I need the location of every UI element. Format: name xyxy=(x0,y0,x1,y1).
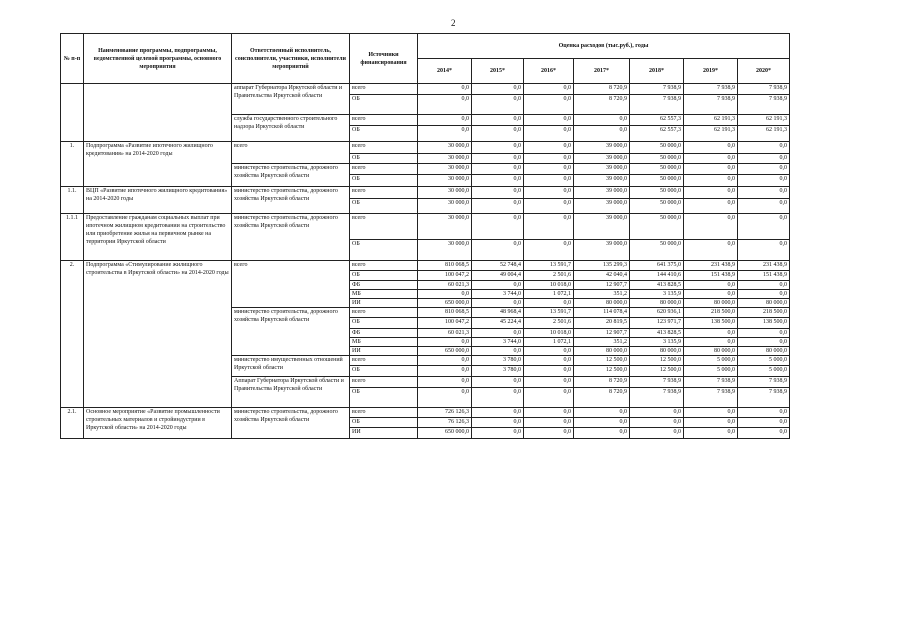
amount-cell: 12 500,0 xyxy=(630,356,684,366)
amount-cell: 810 068,5 xyxy=(418,308,472,318)
executor-cell: служба государственного строительного надзора Иркутской области xyxy=(232,115,350,142)
amount-cell: 0,0 xyxy=(472,418,524,428)
amount-cell: 48 968,4 xyxy=(472,308,524,318)
amount-cell: 7 938,9 xyxy=(738,95,790,115)
amount-cell: 144 410,6 xyxy=(630,271,684,281)
amount-cell: 12 907,7 xyxy=(574,281,630,290)
amount-cell: 2 501,6 xyxy=(524,271,574,281)
amount-cell: 8 720,9 xyxy=(574,388,630,408)
amount-cell: 114 078,4 xyxy=(574,308,630,318)
amount-cell: 151 438,9 xyxy=(684,271,738,281)
header-name: Наименование программы, подпрограммы, ведомственной целевой программы, основного мероприятия xyxy=(84,34,232,84)
amount-cell: 0,0 xyxy=(738,329,790,338)
amount-cell: 151 438,9 xyxy=(738,271,790,281)
amount-cell: 50 000,0 xyxy=(630,175,684,187)
header-year: 2015* xyxy=(472,59,524,84)
amount-cell: 0,0 xyxy=(738,142,790,154)
table-body xyxy=(61,84,790,439)
program-name: Подпрограмма «Развитие ипотечного жилищного кредитования» на 2014-2020 годы xyxy=(84,142,232,187)
amount-cell: 0,0 xyxy=(630,418,684,428)
amount-cell: 0,0 xyxy=(524,164,574,175)
table-row xyxy=(61,214,790,240)
amount-cell: 0,0 xyxy=(738,214,790,240)
funding-source: всего xyxy=(350,214,418,240)
funding-source: всего xyxy=(350,261,418,271)
amount-cell: 80 000,0 xyxy=(630,347,684,356)
header-executor: Ответственный исполнитель, соисполнители, участники, исполнители мероприятий xyxy=(232,34,350,84)
amount-cell: 39 000,0 xyxy=(574,187,630,199)
amount-cell: 0,0 xyxy=(684,418,738,428)
amount-cell: 0,0 xyxy=(684,329,738,338)
amount-cell: 0,0 xyxy=(684,164,738,175)
amount-cell: 39 000,0 xyxy=(574,154,630,164)
amount-cell: 7 938,9 xyxy=(684,84,738,95)
amount-cell: 0,0 xyxy=(418,290,472,299)
amount-cell: 0,0 xyxy=(738,418,790,428)
amount-cell: 80 000,0 xyxy=(574,299,630,308)
amount-cell: 80 000,0 xyxy=(574,347,630,356)
program-number xyxy=(61,84,84,142)
funding-source: ОБ xyxy=(350,418,418,428)
amount-cell: 3 744,0 xyxy=(472,290,524,299)
amount-cell: 30 000,0 xyxy=(418,240,472,261)
amount-cell: 218 500,0 xyxy=(684,308,738,318)
amount-cell: 50 000,0 xyxy=(630,240,684,261)
executor-cell: министерство строительства, дорожного хозяйства Иркутской области xyxy=(232,187,350,214)
executor-cell: министерство имущественных отношений Иркутской области xyxy=(232,356,350,377)
amount-cell: 5 000,0 xyxy=(738,366,790,377)
amount-cell: 0,0 xyxy=(574,126,630,142)
amount-cell: 0,0 xyxy=(738,164,790,175)
amount-cell: 0,0 xyxy=(418,366,472,377)
amount-cell: 39 000,0 xyxy=(574,164,630,175)
amount-cell: 80 000,0 xyxy=(738,299,790,308)
amount-cell: 0,0 xyxy=(524,347,574,356)
amount-cell: 413 828,5 xyxy=(630,329,684,338)
funding-source: МБ xyxy=(350,338,418,347)
amount-cell: 60 021,3 xyxy=(418,329,472,338)
amount-cell: 80 000,0 xyxy=(684,347,738,356)
amount-cell: 0,0 xyxy=(574,418,630,428)
funding-source: ИИ xyxy=(350,299,418,308)
program-number: 2.1. xyxy=(61,408,84,439)
header-year: 2018* xyxy=(630,59,684,84)
amount-cell: 5 000,0 xyxy=(684,366,738,377)
amount-cell: 0,0 xyxy=(684,408,738,418)
amount-cell: 7 938,9 xyxy=(738,388,790,408)
amount-cell: 0,0 xyxy=(472,214,524,240)
amount-cell: 0,0 xyxy=(472,428,524,439)
funding-source: всего xyxy=(350,115,418,126)
amount-cell: 0,0 xyxy=(524,428,574,439)
amount-cell: 12 907,7 xyxy=(574,329,630,338)
amount-cell: 3 780,0 xyxy=(472,356,524,366)
amount-cell: 0,0 xyxy=(738,240,790,261)
amount-cell: 13 591,7 xyxy=(524,308,574,318)
header-year: 2016* xyxy=(524,59,574,84)
funding-source: всего xyxy=(350,164,418,175)
amount-cell: 351,2 xyxy=(574,290,630,299)
amount-cell: 0,0 xyxy=(630,408,684,418)
amount-cell: 620 936,1 xyxy=(630,308,684,318)
amount-cell: 0,0 xyxy=(472,199,524,214)
amount-cell: 123 971,7 xyxy=(630,318,684,329)
amount-cell: 60 021,3 xyxy=(418,281,472,290)
amount-cell: 0,0 xyxy=(684,199,738,214)
amount-cell: 0,0 xyxy=(524,142,574,154)
amount-cell: 50 000,0 xyxy=(630,154,684,164)
executor-cell: министерство строительства, дорожного хозяйства Иркутской области xyxy=(232,308,350,356)
amount-cell: 2 501,6 xyxy=(524,318,574,329)
executor-cell: аппарат Губернатора Иркутской области и Правительства Иркутской области xyxy=(232,84,350,115)
amount-cell: 5 000,0 xyxy=(738,356,790,366)
amount-cell: 0,0 xyxy=(472,299,524,308)
amount-cell: 0,0 xyxy=(524,199,574,214)
amount-cell: 50 000,0 xyxy=(630,187,684,199)
amount-cell: 62 191,3 xyxy=(684,115,738,126)
amount-cell: 0,0 xyxy=(524,187,574,199)
table-row xyxy=(61,261,790,271)
amount-cell: 62 557,3 xyxy=(630,126,684,142)
amount-cell: 0,0 xyxy=(524,377,574,388)
executor-cell: всего xyxy=(232,142,350,164)
amount-cell: 0,0 xyxy=(472,126,524,142)
amount-cell: 0,0 xyxy=(524,408,574,418)
amount-cell: 39 000,0 xyxy=(574,240,630,261)
amount-cell: 0,0 xyxy=(418,84,472,95)
amount-cell: 0,0 xyxy=(684,338,738,347)
amount-cell: 0,0 xyxy=(684,175,738,187)
amount-cell: 100 047,2 xyxy=(418,318,472,329)
amount-cell: 7 938,9 xyxy=(630,84,684,95)
amount-cell: 42 040,4 xyxy=(574,271,630,281)
amount-cell: 0,0 xyxy=(524,418,574,428)
amount-cell: 0,0 xyxy=(472,175,524,187)
amount-cell: 62 191,3 xyxy=(684,126,738,142)
funding-source: ОБ xyxy=(350,240,418,261)
amount-cell: 49 004,4 xyxy=(472,271,524,281)
amount-cell: 10 018,0 xyxy=(524,281,574,290)
amount-cell: 52 748,4 xyxy=(472,261,524,271)
amount-cell: 100 047,2 xyxy=(418,271,472,281)
program-name xyxy=(84,84,232,142)
amount-cell: 8 720,9 xyxy=(574,95,630,115)
funding-source: ОБ xyxy=(350,318,418,329)
amount-cell: 0,0 xyxy=(574,115,630,126)
amount-cell: 50 000,0 xyxy=(630,199,684,214)
amount-cell: 30 000,0 xyxy=(418,187,472,199)
amount-cell: 0,0 xyxy=(472,142,524,154)
amount-cell: 0,0 xyxy=(684,214,738,240)
funding-source: ФБ xyxy=(350,329,418,338)
expenditure-table xyxy=(60,33,790,439)
funding-source: ОБ xyxy=(350,366,418,377)
executor-cell: всего xyxy=(232,261,350,308)
amount-cell: 0,0 xyxy=(524,154,574,164)
header-year: 2014* xyxy=(418,59,472,84)
amount-cell: 0,0 xyxy=(472,84,524,95)
amount-cell: 0,0 xyxy=(684,428,738,439)
funding-source: всего xyxy=(350,308,418,318)
amount-cell: 80 000,0 xyxy=(738,347,790,356)
amount-cell: 7 938,9 xyxy=(630,377,684,388)
amount-cell: 30 000,0 xyxy=(418,154,472,164)
amount-cell: 138 500,0 xyxy=(738,318,790,329)
table-header xyxy=(61,34,790,84)
amount-cell: 0,0 xyxy=(472,388,524,408)
amount-cell: 0,0 xyxy=(524,240,574,261)
amount-cell: 351,2 xyxy=(574,338,630,347)
amount-cell: 0,0 xyxy=(684,142,738,154)
amount-cell: 0,0 xyxy=(418,115,472,126)
funding-source: ФБ xyxy=(350,281,418,290)
amount-cell: 650 000,0 xyxy=(418,347,472,356)
amount-cell: 12 500,0 xyxy=(630,366,684,377)
funding-source: ОБ xyxy=(350,199,418,214)
amount-cell: 12 500,0 xyxy=(574,366,630,377)
amount-cell: 0,0 xyxy=(472,115,524,126)
table-row xyxy=(61,84,790,95)
amount-cell: 0,0 xyxy=(472,240,524,261)
amount-cell: 0,0 xyxy=(574,428,630,439)
amount-cell: 0,0 xyxy=(524,126,574,142)
amount-cell: 0,0 xyxy=(524,115,574,126)
amount-cell: 0,0 xyxy=(738,408,790,418)
funding-source: всего xyxy=(350,408,418,418)
amount-cell: 0,0 xyxy=(472,154,524,164)
amount-cell: 62 557,3 xyxy=(630,115,684,126)
funding-source: ОБ xyxy=(350,126,418,142)
amount-cell: 218 500,0 xyxy=(738,308,790,318)
amount-cell: 0,0 xyxy=(738,187,790,199)
amount-cell: 0,0 xyxy=(524,388,574,408)
funding-source: всего xyxy=(350,187,418,199)
amount-cell: 0,0 xyxy=(524,366,574,377)
program-number: 1. xyxy=(61,142,84,187)
amount-cell: 0,0 xyxy=(472,164,524,175)
amount-cell: 0,0 xyxy=(684,187,738,199)
amount-cell: 0,0 xyxy=(418,126,472,142)
funding-source: ИИ xyxy=(350,347,418,356)
amount-cell: 0,0 xyxy=(738,175,790,187)
amount-cell: 30 000,0 xyxy=(418,164,472,175)
amount-cell: 39 000,0 xyxy=(574,142,630,154)
amount-cell: 8 720,9 xyxy=(574,84,630,95)
amount-cell: 726 126,3 xyxy=(418,408,472,418)
amount-cell: 0,0 xyxy=(630,428,684,439)
amount-cell: 0,0 xyxy=(418,338,472,347)
amount-cell: 641 375,0 xyxy=(630,261,684,271)
header-year: 2019* xyxy=(684,59,738,84)
amount-cell: 3 780,0 xyxy=(472,366,524,377)
funding-source: МБ xyxy=(350,290,418,299)
funding-source: всего xyxy=(350,142,418,154)
amount-cell: 0,0 xyxy=(738,290,790,299)
amount-cell: 10 018,0 xyxy=(524,329,574,338)
amount-cell: 3 135,9 xyxy=(630,290,684,299)
funding-source: ОБ xyxy=(350,154,418,164)
amount-cell: 0,0 xyxy=(684,240,738,261)
funding-source: всего xyxy=(350,377,418,388)
amount-cell: 3 744,0 xyxy=(472,338,524,347)
header-year: 2020* xyxy=(738,59,790,84)
amount-cell: 8 720,9 xyxy=(574,377,630,388)
amount-cell: 50 000,0 xyxy=(630,164,684,175)
funding-source: ИИ xyxy=(350,428,418,439)
amount-cell: 80 000,0 xyxy=(684,299,738,308)
amount-cell: 0,0 xyxy=(472,187,524,199)
amount-cell: 30 000,0 xyxy=(418,142,472,154)
amount-cell: 650 000,0 xyxy=(418,428,472,439)
amount-cell: 0,0 xyxy=(738,199,790,214)
amount-cell: 62 191,3 xyxy=(738,126,790,142)
amount-cell: 0,0 xyxy=(472,329,524,338)
funding-source: ОБ xyxy=(350,388,418,408)
amount-cell: 231 438,9 xyxy=(738,261,790,271)
amount-cell: 7 938,9 xyxy=(630,95,684,115)
amount-cell: 45 224,4 xyxy=(472,318,524,329)
funding-source: ОБ xyxy=(350,271,418,281)
amount-cell: 135 299,3 xyxy=(574,261,630,271)
amount-cell: 7 938,9 xyxy=(684,377,738,388)
amount-cell: 1 072,1 xyxy=(524,290,574,299)
header-estimate: Оценка расходов (тыс.руб.), годы xyxy=(418,34,790,59)
amount-cell: 39 000,0 xyxy=(574,175,630,187)
amount-cell: 7 938,9 xyxy=(738,84,790,95)
funding-source: ОБ xyxy=(350,95,418,115)
amount-cell: 0,0 xyxy=(738,281,790,290)
amount-cell: 810 068,5 xyxy=(418,261,472,271)
page-number: 2 xyxy=(451,18,456,28)
amount-cell: 0,0 xyxy=(472,377,524,388)
amount-cell: 62 191,3 xyxy=(738,115,790,126)
amount-cell: 0,0 xyxy=(472,347,524,356)
amount-cell: 0,0 xyxy=(524,214,574,240)
amount-cell: 39 000,0 xyxy=(574,199,630,214)
amount-cell: 20 819,5 xyxy=(574,318,630,329)
amount-cell: 0,0 xyxy=(472,95,524,115)
funding-source: всего xyxy=(350,356,418,366)
header-year: 2017* xyxy=(574,59,630,84)
amount-cell: 0,0 xyxy=(418,95,472,115)
amount-cell: 7 938,9 xyxy=(738,377,790,388)
program-number: 2. xyxy=(61,261,84,408)
amount-cell: 0,0 xyxy=(574,408,630,418)
amount-cell: 0,0 xyxy=(418,377,472,388)
executor-cell: министерство строительства, дорожного хозяйства Иркутской области xyxy=(232,214,350,261)
table-row xyxy=(61,408,790,418)
table-row xyxy=(61,187,790,199)
amount-cell: 3 135,9 xyxy=(630,338,684,347)
amount-cell: 50 000,0 xyxy=(630,214,684,240)
amount-cell: 0,0 xyxy=(472,408,524,418)
amount-cell: 5 000,0 xyxy=(684,356,738,366)
amount-cell: 30 000,0 xyxy=(418,199,472,214)
program-name: Предоставление гражданам социальных выплат при ипотечном жилищном кредитовании на строительство или приобретение жилья на первичном рынке на территории Иркутской области xyxy=(84,214,232,261)
amount-cell: 0,0 xyxy=(524,95,574,115)
amount-cell: 1 072,1 xyxy=(524,338,574,347)
funding-source: ОБ xyxy=(350,175,418,187)
amount-cell: 0,0 xyxy=(418,388,472,408)
amount-cell: 0,0 xyxy=(684,290,738,299)
amount-cell: 0,0 xyxy=(684,281,738,290)
program-number: 1.1.1 xyxy=(61,214,84,261)
amount-cell: 7 938,9 xyxy=(630,388,684,408)
amount-cell: 0,0 xyxy=(684,154,738,164)
amount-cell: 30 000,0 xyxy=(418,175,472,187)
amount-cell: 7 938,9 xyxy=(684,388,738,408)
amount-cell: 0,0 xyxy=(738,428,790,439)
program-name: Основное мероприятие «Развитие промышленности строительных материалов и стройиндустрии в Иркутской области» на 2014-2020 годы xyxy=(84,408,232,439)
amount-cell: 0,0 xyxy=(472,281,524,290)
amount-cell: 30 000,0 xyxy=(418,214,472,240)
program-name: Подпрограмма «Стимулирование жилищного строительства в Иркутской области» на 2014-2020 годы xyxy=(84,261,232,408)
amount-cell: 231 438,9 xyxy=(684,261,738,271)
amount-cell: 80 000,0 xyxy=(630,299,684,308)
amount-cell: 13 591,7 xyxy=(524,261,574,271)
amount-cell: 650 000,0 xyxy=(418,299,472,308)
table-row xyxy=(61,142,790,154)
amount-cell: 413 828,5 xyxy=(630,281,684,290)
amount-cell: 0,0 xyxy=(418,356,472,366)
amount-cell: 50 000,0 xyxy=(630,142,684,154)
amount-cell: 12 500,0 xyxy=(574,356,630,366)
executor-cell: Аппарат Губернатора Иркутской области и Правительства Иркутской области xyxy=(232,377,350,408)
amount-cell: 0,0 xyxy=(524,356,574,366)
amount-cell: 0,0 xyxy=(524,84,574,95)
amount-cell: 39 000,0 xyxy=(574,214,630,240)
amount-cell: 76 126,3 xyxy=(418,418,472,428)
amount-cell: 0,0 xyxy=(524,175,574,187)
program-name: ВЦП «Развитие ипотечного жилищного кредитования» на 2014-2020 годы xyxy=(84,187,232,214)
amount-cell: 0,0 xyxy=(738,154,790,164)
executor-cell: министерство строительства, дорожного хозяйства Иркутской области xyxy=(232,408,350,439)
funding-source: всего xyxy=(350,84,418,95)
executor-cell: министерство строительства, дорожного хозяйства Иркутской области xyxy=(232,164,350,187)
header-num: № п-п xyxy=(61,34,84,84)
amount-cell: 0,0 xyxy=(524,299,574,308)
amount-cell: 138 500,0 xyxy=(684,318,738,329)
amount-cell: 0,0 xyxy=(738,338,790,347)
header-source: Источники финансирования xyxy=(350,34,418,84)
amount-cell: 7 938,9 xyxy=(684,95,738,115)
program-number: 1.1. xyxy=(61,187,84,214)
